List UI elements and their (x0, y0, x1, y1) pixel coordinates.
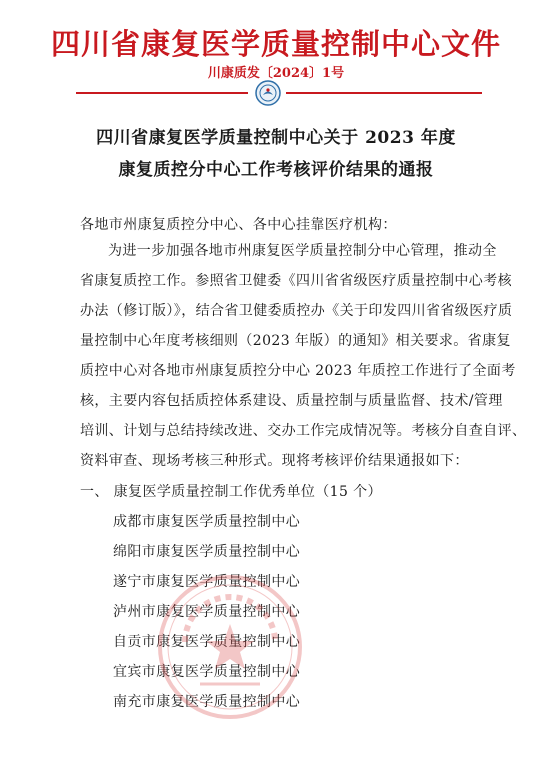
unit-list-item: 绵阳市康复医学质量控制中心 (113, 544, 301, 560)
body-line: 核，主要内容包括质控体系建设、质量控制与质量监督、技术/管理 (80, 393, 503, 409)
body-line: 培训、计划与总结持续改进、交办工作完成情况等。考核分自查自评、 (80, 423, 527, 439)
unit-list-item: 泸州市康复医学质量控制中心 (113, 604, 301, 620)
official-seal (155, 572, 305, 722)
salutation: 各地市州康复质控分中心、各中心挂靠医疗机构： (80, 217, 397, 233)
header-divider-right (286, 92, 482, 94)
unit-list-item: 遂宁市康复医学质量控制中心 (113, 574, 301, 590)
section-heading: 一、 康复医学质量控制工作优秀单位（15 个） (80, 484, 382, 500)
document-title-line-1: 四川省康复医学质量控制中心关于 2023 年度 (96, 128, 456, 148)
body-line: 为进一步加强各地市州康复医学质量控制分中心管理，推动全 (108, 243, 497, 259)
org-header-title: 四川省康复医学质量控制中心文件 (50, 27, 501, 61)
header-divider-left (76, 92, 248, 94)
body-line: 量控制中心年度考核细则（2023 年版）的通知》相关要求。省康复 (80, 333, 511, 349)
body-line: 资料审查、现场考核三种形式。现将考核评价结果通报如下： (80, 453, 469, 469)
unit-list-item: 成都市康复医学质量控制中心 (113, 514, 301, 530)
document-title-line-2: 康复质控分中心工作考核评价结果的通报 (118, 160, 434, 180)
body-line: 质控中心对各地市州康复质控分中心 2023 年质控工作进行了全面考 (80, 363, 516, 379)
unit-list-item: 南充市康复医学质量控制中心 (113, 694, 301, 710)
body-line: 办法（修订版）》，结合省卫健委质控办《关于印发四川省省级医疗质 (80, 303, 513, 319)
unit-list-item: 宜宾市康复医学质量控制中心 (113, 664, 301, 680)
body-line: 省康复质控工作。参照省卫健委《四川省省级医疗质量控制中心考核 (80, 273, 512, 289)
document-number: 川康质发〔2024〕1号 (207, 66, 345, 81)
unit-list-item: 自贡市康复医学质量控制中心 (113, 634, 301, 650)
medical-emblem-icon (255, 80, 281, 106)
